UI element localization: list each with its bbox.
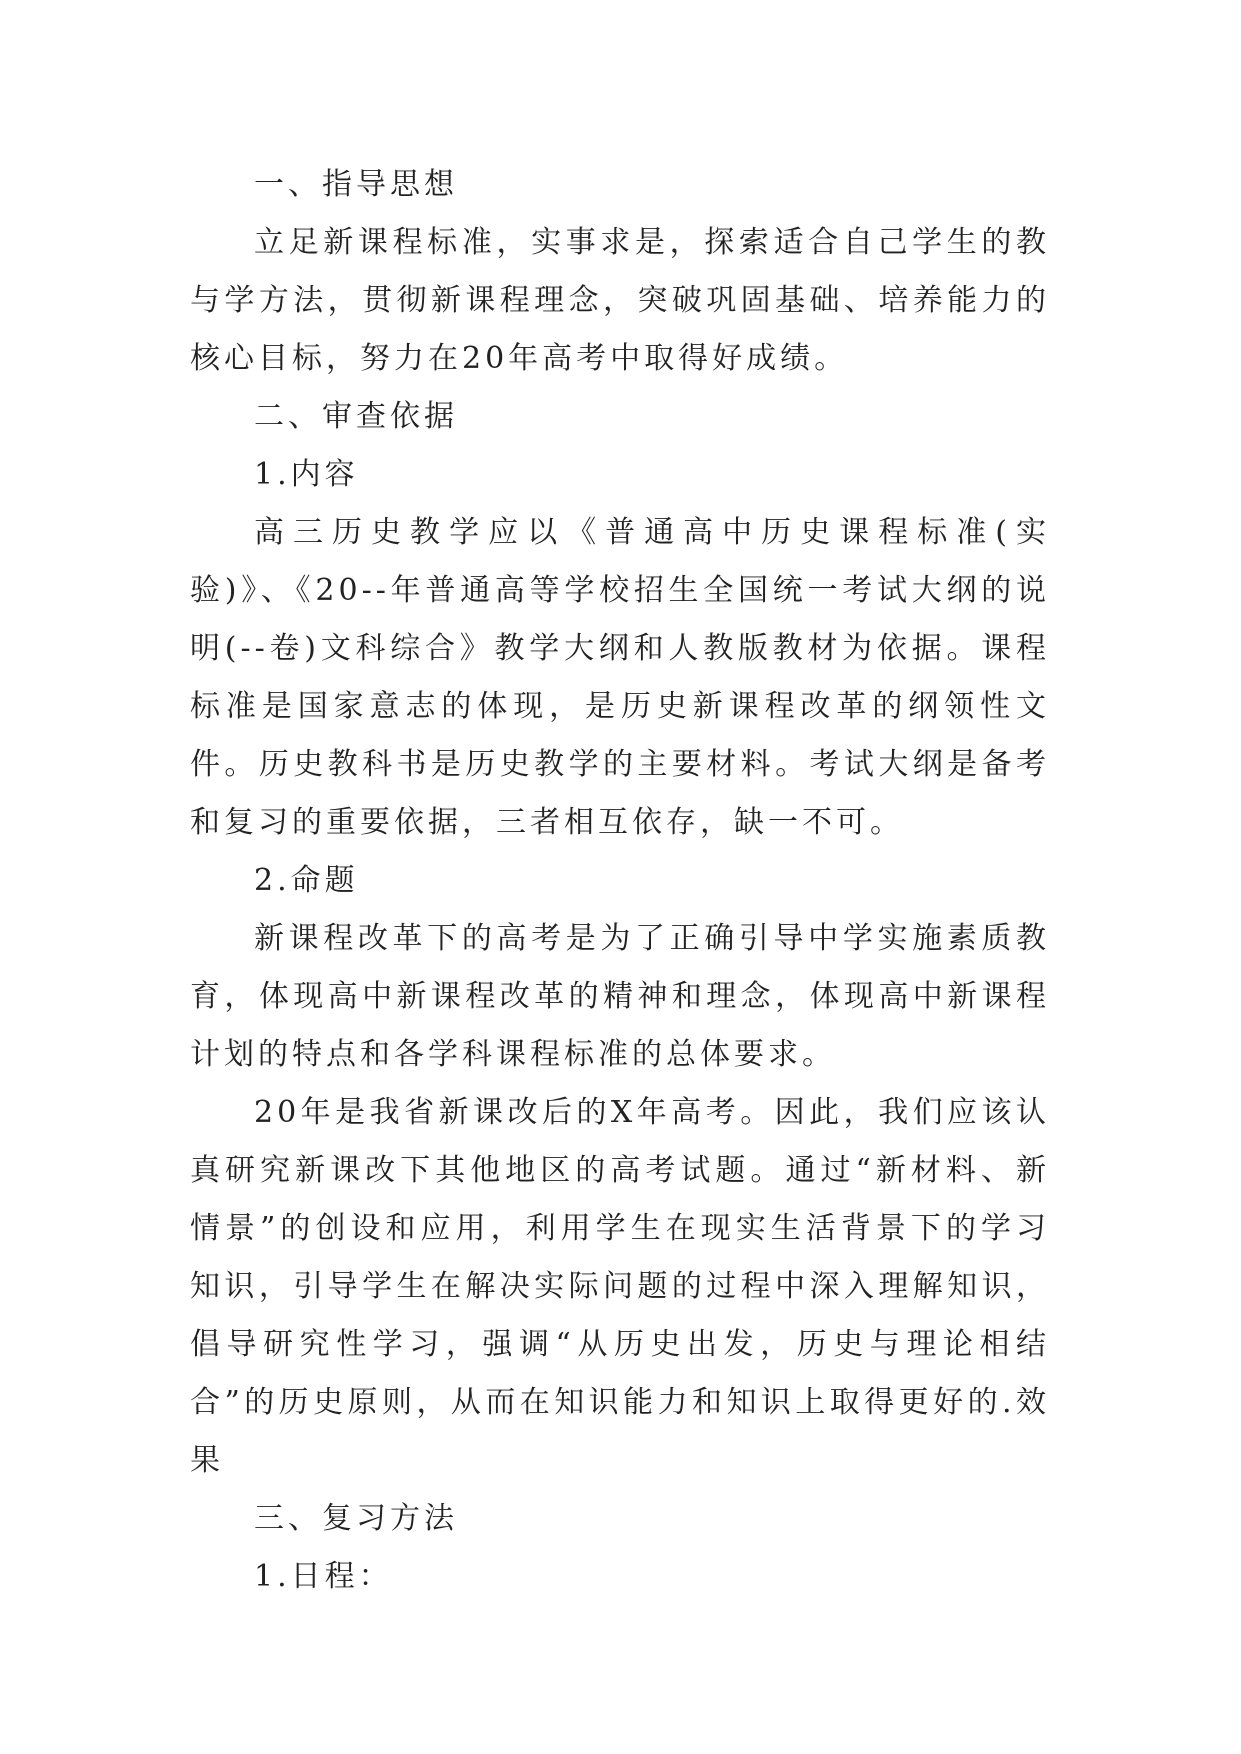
paragraph-proposition-2: 20年是我省新课改后的X年高考。因此，我们应该认真研究新课改下其他地区的高考试题。通过“新材料、新情景”的创设和应用，利用学生在现实生活背景下的学习知识，引导学生在解决实际问题的过程中深入理解知识，倡导研究性学习，强调“从历史出发，历史与理论相结合”的历史原则，从而在知识能力和知识上取得更好的.效果 — [190, 1095, 1050, 1478]
paragraph-content: 高三历史教学应以《普通高中历史课程标准(实验)》、《20--年普通高等学校招生全国统一考试大纲的说明(--卷)文科综合》教学大纲和人教版教材为依据。课程标准是国家意志的体现，是历史新课程改革的纲领性文件。历史教科书是历史教学的主要材料。考试大纲是备考和复习的重要依据，三者相互依存，缺一不可。 — [190, 515, 1050, 840]
section-heading-review-basis: 二、审查依据 — [254, 399, 458, 434]
document-body — [190, 156, 1050, 1606]
paragraph-proposition-1: 新课程改革下的高考是为了正确引导中学实施素质教育，体现高中新课程改革的精神和理念，体现高中新课程计划的特点和各学科课程标准的总体要求。 — [190, 921, 1050, 1072]
section-heading-review-methods: 三、复习方法 — [254, 1501, 458, 1536]
paragraph-guiding-ideology: 立足新课程标准，实事求是，探索适合自己学生的教与学方法，贯彻新课程理念，突破巩固基础、培养能力的核心目标，努力在20年高考中取得好成绩。 — [190, 225, 1050, 376]
subheading-proposition: 2.命题 — [254, 863, 359, 898]
section-heading-guiding-ideology: 一、指导思想 — [254, 167, 458, 202]
subheading-schedule: 1.日程： — [254, 1559, 393, 1594]
subheading-content: 1.内容 — [254, 457, 359, 492]
